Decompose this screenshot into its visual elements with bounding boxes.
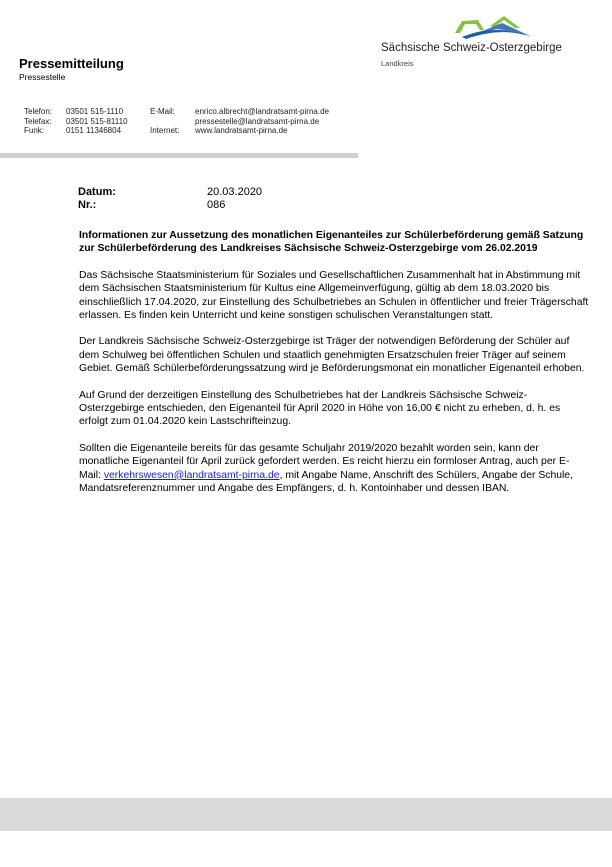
- phone-label: Telefon:: [24, 107, 53, 116]
- meta-values: [207, 186, 262, 212]
- email-value-2[interactable]: pressestelle@landratsamt-pirna.de: [195, 116, 320, 126]
- logo-name: Sächsische Schweiz-Osterzgebirge: [381, 42, 562, 54]
- page-subtitle: Pressestelle: [19, 72, 66, 82]
- fax-label: Telefax:: [24, 116, 52, 126]
- logo-blue-band: [480, 23, 530, 36]
- date-label: Datum:: [78, 186, 116, 198]
- email-label: E-Mail:: [150, 107, 175, 116]
- internet-label: Internet:: [150, 126, 180, 136]
- email-label-blank: [150, 117, 179, 127]
- paragraph-2: Der Landkreis Sächsische Schweiz-Osterzgebirge ist Träger der notwendigen Beförderung der Schüler auf dem Schulweg bei öffentlichen Schulen und staatlich genehmigten Ersatzschulen freier Träger auf seinem Gebiet. Gemäß Schülerbeförderungssatzung wird je Beförderungsmonat ein monatlicher Eigenanteil erhoben.: [79, 336, 585, 375]
- page-title: Pressemitteilung: [19, 56, 124, 71]
- mobile-value: 0151 11346804: [66, 126, 122, 136]
- logo-green-hill: [455, 20, 484, 33]
- contact-values-right: [195, 107, 329, 136]
- website-value[interactable]: www.landratsamt-pirna.de: [195, 126, 288, 136]
- paragraph-1: Das Sächsische Staatsministerium für Soziales und Gesellschaftlichen Zusammenhalt hat in Abstimmung mit dem Sächsischen Staatsministerium für Kultus eine Allgemeinverfügung, gültig ab dem 18.03.2020 bis einschließlich 17.04.2020, zur Einstellung des Schulbetriebes an Schulen in öffentlicher und freier Trägerschaft erlassen. Es finden kein Unterricht und keine sonstigen schulischen Veranstaltungen statt.: [79, 269, 589, 322]
- email-value-1[interactable]: enrico.albrecht@landratsamt-pirna.de: [195, 107, 329, 116]
- header-divider: [0, 153, 358, 158]
- email-link[interactable]: verkehrswesen@landratsamt-pirna.de: [103, 469, 280, 481]
- press-release-body: [79, 229, 589, 509]
- contact-labels-right: [150, 107, 179, 136]
- contact-values-left: [66, 107, 128, 136]
- fax-value: 03501 515-81110: [66, 116, 128, 126]
- contact-labels-left: [24, 107, 52, 136]
- number-label: Nr.:: [78, 199, 97, 211]
- logo-subtitle: Landkreis: [381, 59, 414, 68]
- mobile-label: Funk:: [24, 126, 45, 136]
- paragraph-3: Auf Grund der derzeitigen Einstellung des Schulbetriebes hat der Landkreis Sächsische Schweiz-Osterzgebirge entschieden, den Eigenanteil für April 2020 in Höhe von 16,00 € nicht zu erheben, d. h. es erfolgt zum 01.04.2020 kein Lastschrifteinzug.: [79, 389, 561, 428]
- meta-labels: [78, 186, 116, 212]
- date-value: 20.03.2020: [207, 186, 263, 198]
- footer-bar: [0, 798, 612, 831]
- release-heading: Informationen zur Aussetzung des monatlichen Eigenanteiles zur Schülerbeförderung gemäß Satzung zur Schülerbeförderung des Landkreises Sächsische Schweiz-Osterzgebirge vom 26.02.2019: [79, 230, 584, 255]
- paragraph-4-text-before: Sollten die Eigenanteile bereits für das gesamte Schuljahr 2019/2020 bezahlt worden sein, kann der monatliche Eigenanteil für April zurück gefordert werden. Es reicht hierzu ein formloser Antrag, auch per E-Mail:: [79, 442, 570, 481]
- number-value: 086: [207, 199, 226, 211]
- paragraph-4: [79, 442, 589, 496]
- paragraph-4-text-after: , mit Angabe Name, Anschrift des Schülers, Angabe der Schule, Mandatsreferenznummer und Angabe des Empfängers, d. h. Kontoinhaber und dessen IBAN.: [79, 469, 573, 495]
- phone-value: 03501 515-1110: [66, 107, 124, 116]
